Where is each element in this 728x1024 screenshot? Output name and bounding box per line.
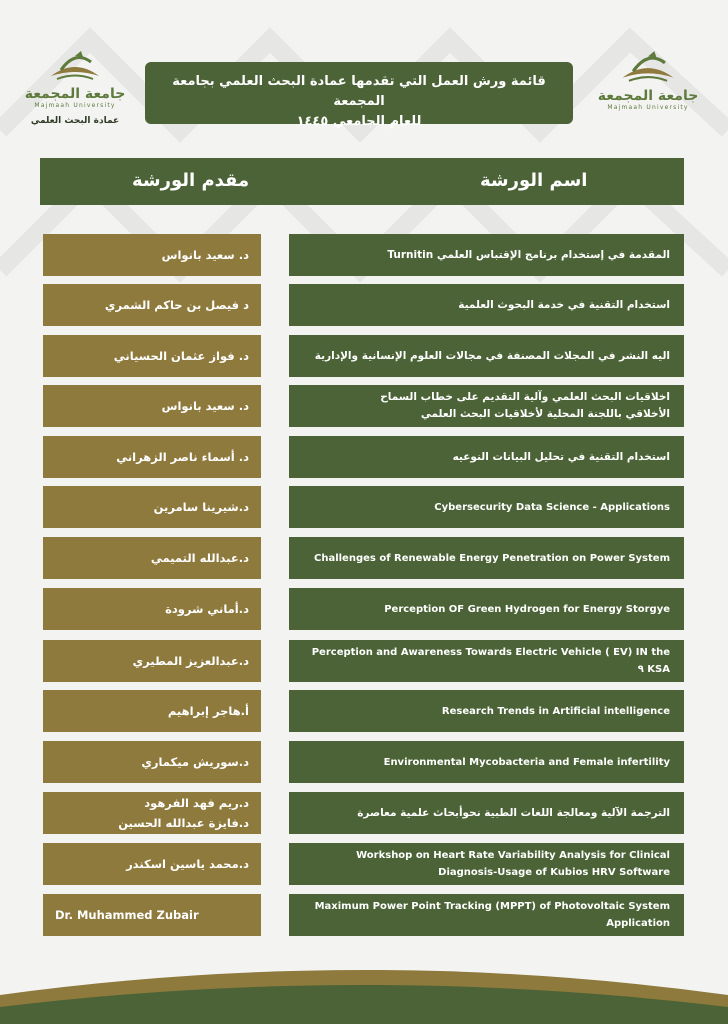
workshop-title: Workshop on Heart Rate Variability Analysis for Clinical <box>356 850 670 861</box>
table-row <box>0 894 728 936</box>
workshop-title: المقدمة في إستخدام برنامج الإقتباس العلمي Turnitin <box>387 248 670 261</box>
presenter-name: د.محمد ياسين اسكندر <box>126 857 249 871</box>
presenter-name: د.سوريش ميكماري <box>141 755 249 769</box>
table-row <box>0 486 728 528</box>
presenter-cell <box>43 234 261 276</box>
workshop-title: استخدام التقنية في تحليل البيانات النوعيه <box>452 450 670 463</box>
presenter-cell <box>43 588 261 630</box>
workshop-cell <box>289 335 684 377</box>
workshop-cell <box>289 640 684 682</box>
table-row <box>0 741 728 783</box>
presenter-cell <box>43 894 261 936</box>
workshop-title: Research Trends in Artificial intelligence <box>441 705 670 717</box>
workshop-title: Cybersecurity Data Science - Applications <box>434 501 670 513</box>
presenter-cell <box>43 640 261 682</box>
presenter-name: د.عبدالله التميمي <box>150 551 249 565</box>
table-row <box>0 335 728 377</box>
presenter-cell <box>43 436 261 478</box>
presenter-name: د فيصل بن حاكم الشمري <box>104 298 249 312</box>
table-row <box>0 537 728 579</box>
table-row <box>0 690 728 732</box>
workshop-cell <box>289 486 684 528</box>
university-logo-left <box>20 48 130 126</box>
workshop-cell <box>289 234 684 276</box>
workshop-cell <box>289 843 684 885</box>
title-line-1: قائمة ورش العمل التي تقدمها عمادة البحث العلمي بجامعة المجمعة <box>172 74 546 109</box>
workshop-cell <box>289 588 684 630</box>
table-row <box>0 640 728 682</box>
workshop-title: استخدام التقنية في خدمة البحوث العلمية <box>458 298 670 311</box>
presenter-cell <box>43 385 261 427</box>
workshop-title: Maximum Power Point Tracking (MPPT) of Photovoltaic System <box>314 901 670 912</box>
workshop-title: الترجمة الآلية ومعالجة اللغات الطبية نحوأبحاث علمية معاصرة <box>357 806 670 819</box>
presenter-cell <box>43 843 261 885</box>
page-title <box>145 62 573 129</box>
university-name-ar: جامعة المجمعة <box>24 86 126 102</box>
table-row <box>0 588 728 630</box>
footer-decoration <box>0 955 728 1024</box>
workshop-cell <box>289 792 684 834</box>
presenter-cell <box>43 741 261 783</box>
presenter-name: د. فواز عثمان الحسياني <box>113 349 249 363</box>
workshop-title: Diagnosis-Usage of Kubios HRV Software <box>438 867 670 878</box>
workshop-title: Perception OF Green Hydrogen for Energy Storgye <box>384 603 670 615</box>
university-name-en: Majmaah University <box>607 104 689 111</box>
presenter-name: Dr. Muhammed Zubair <box>55 908 199 922</box>
presenter-cell <box>43 792 261 834</box>
university-logo-right <box>588 48 708 112</box>
table-header <box>40 158 684 205</box>
table-row <box>0 284 728 326</box>
presenter-name: د. سعيد بانواس <box>161 248 249 262</box>
university-emblem-icon <box>617 48 679 84</box>
workshop-title: الأخلاقي باللجنة المحلية لأخلاقيات البحث العلمي <box>420 408 670 420</box>
table-row <box>0 843 728 885</box>
workshop-title: Application <box>606 918 670 929</box>
workshop-cell <box>289 537 684 579</box>
workshop-title: Perception and Awareness Towards Electric Vehicle ( EV) IN the ٩ KSA <box>311 647 670 675</box>
table-row <box>0 385 728 427</box>
workshop-title: Environmental Mycobacteria and Female infertility <box>383 756 670 768</box>
presenter-name: د.عبدالعزيز المطيري <box>132 654 249 668</box>
presenter-cell <box>43 537 261 579</box>
table-row <box>0 234 728 276</box>
table-row <box>0 792 728 834</box>
header-presenter: مقدم الورشة <box>132 170 250 191</box>
presenter-name: د.ريم فهد الفرهود <box>144 796 249 810</box>
presenter-cell <box>43 335 261 377</box>
title-line-2: للعام الجامعي ١٤٤٥ <box>296 114 422 129</box>
presenter-name: د.شيرينا سامرين <box>153 500 249 514</box>
presenter-name: د. أسماء ناصر الزهراني <box>116 450 249 464</box>
workshop-title: Challenges of Renewable Energy Penetration on Power System <box>314 552 670 564</box>
university-name-en: Majmaah University <box>34 102 116 109</box>
workshop-cell <box>289 436 684 478</box>
department-name: عمادة البحث العلمي <box>30 116 120 126</box>
presenter-name: د.فايزة عبدالله الحسين <box>118 816 249 830</box>
workshop-title: اخلاقيات البحث العلمي وآلية التقديم على خطاب السماح <box>380 391 670 403</box>
university-emblem-icon <box>47 48 103 82</box>
presenter-name: د. سعيد بانواس <box>161 399 249 413</box>
workshop-cell <box>289 741 684 783</box>
workshop-cell <box>289 894 684 936</box>
presenter-name: د.أماني شرودة <box>165 602 249 616</box>
workshop-title: اليه النشر في المجلات المصنفة في مجالات العلوم الإنسانية والإدارية <box>314 349 670 362</box>
presenter-cell <box>43 486 261 528</box>
presenter-cell <box>43 284 261 326</box>
presenter-name: أ.هاجر إبراهيم <box>167 704 249 718</box>
workshop-cell <box>289 284 684 326</box>
university-name-ar: جامعة المجمعة <box>597 88 699 104</box>
presenter-cell <box>43 690 261 732</box>
header-workshop-name: اسم الورشة <box>480 170 588 191</box>
workshop-cell <box>289 690 684 732</box>
table-row <box>0 436 728 478</box>
workshop-cell <box>289 385 684 427</box>
